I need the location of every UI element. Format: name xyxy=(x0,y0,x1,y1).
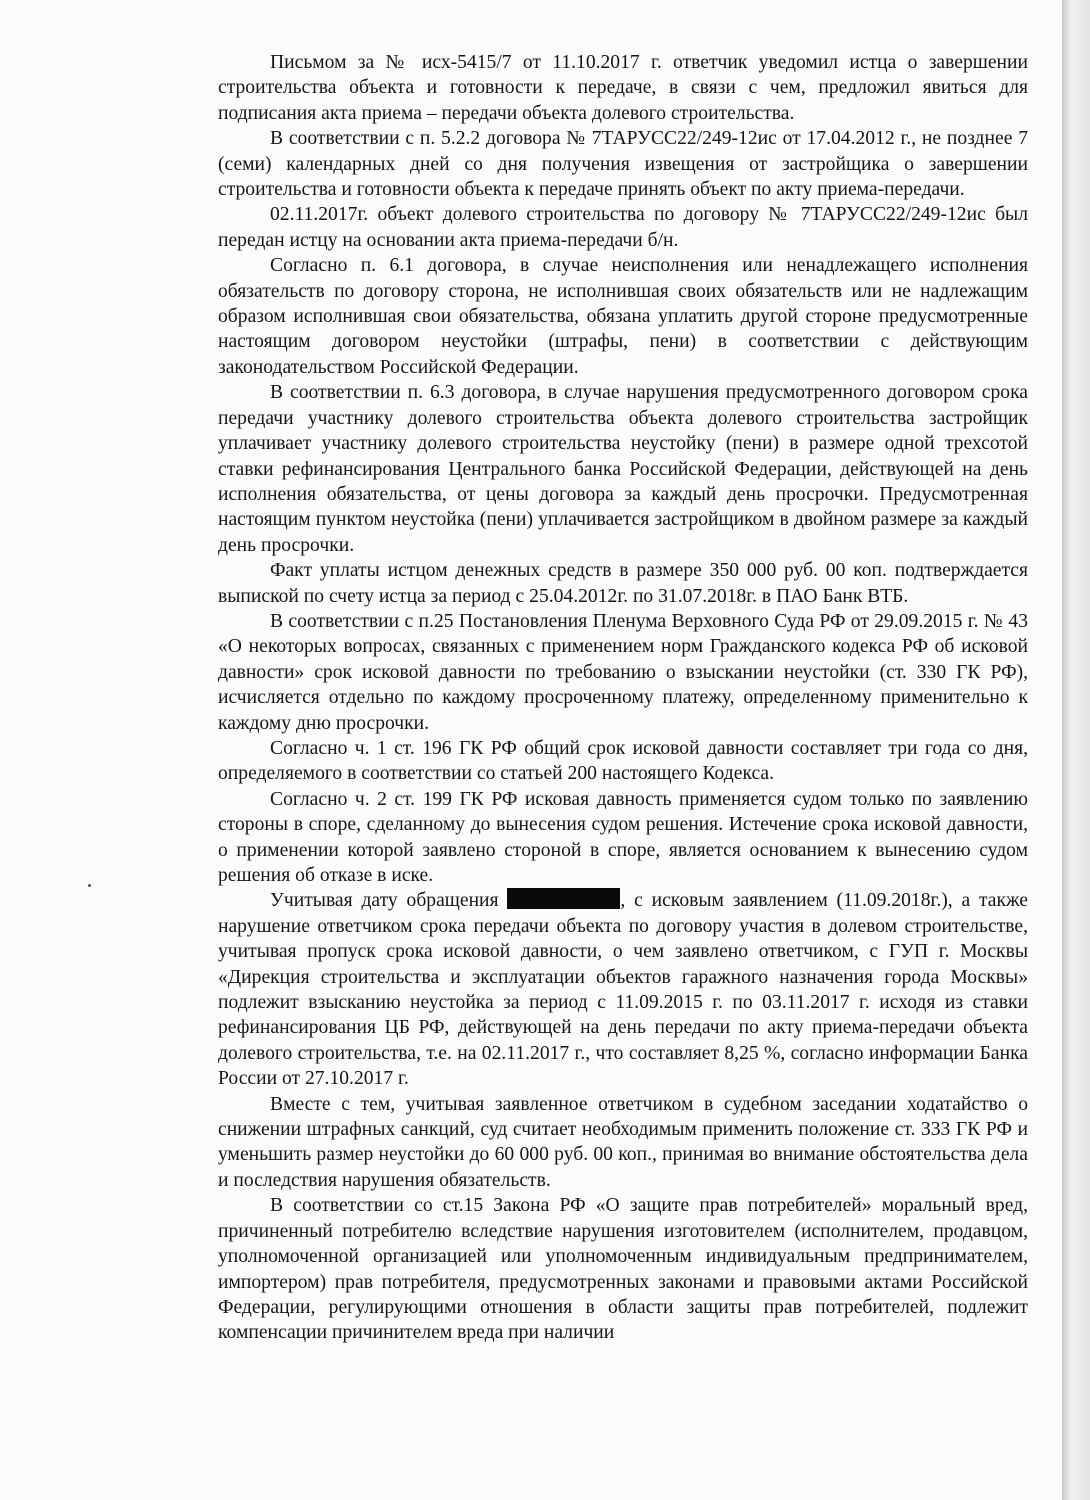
paragraph-payment-fact: Факт уплаты истцом денежных средств в размере 350 000 руб. 00 коп. подтверждается выпиской по счету истца за период с 25.04.2012г. по 31.07.2018г. в ПАО Банк ВТБ. xyxy=(218,560,1028,607)
paragraph-transfer-act: 02.11.2017г. объект долевого строительства по договору № 7ТАРУСС22/249-12ис был передан истцу на основании акта приема-передачи б/н. xyxy=(218,204,1028,251)
scan-speck xyxy=(88,884,91,887)
paragraph-moral-damage: В соответствии со ст.15 Закона РФ «О защите прав потребителей» моральный вред, причиненный потребителю вследствие нарушения изготовителем (исполнителем, продавцом, уполномоченной организацией или уполномоченным индивидуальным предпринимателем, импортером) прав потребителя, предусмотренных законами и правовыми актами Российской Федерации, регулирующими отношения в области защиты прав потребителей, подлежит компенсации причинителем вреда при наличии xyxy=(218,1195,1028,1344)
paragraph-article-196: Согласно ч. 1 ст. 196 ГК РФ общий срок исковой давности составляет три года со дня, определяемого в соответствии со статьей 200 настоящего Кодекса. xyxy=(218,737,1028,785)
paragraph-claim-date xyxy=(218,888,1028,1091)
scan-edge-shadow xyxy=(1062,0,1090,1500)
redacted-name xyxy=(507,888,620,909)
claim-date-text-before: Учитывая дату обращения xyxy=(270,890,499,912)
paragraph-notice-letter: Письмом за № исх-5415/7 от 11.10.2017 г. ответчик уведомил истца о завершении строительства объекта и готовности к передаче, в связи с чем, предложил явиться для подписания акта приема – передачи объекта долевого строительства. xyxy=(218,52,1028,124)
paragraph-article-199: Согласно ч. 2 ст. 199 ГК РФ исковая давность применяется судом только по заявлению стороны в споре, сделанному до вынесения судом решения. Истечение срока исковой давности, о применении которой заявлено стороной в споре, является основанием к вынесению судом решения об отказе в иске. xyxy=(218,788,1028,886)
paragraph-contract-6-3: В соответствии п. 6.3 договора, в случае нарушения предусмотренного договором срока передачи участнику долевого строительства объекта долевого строительства застройщик уплачивает участнику долевого строительства неустойку (пени) в размере одной трехсотой ставки рефинансирования Центрального банка Российской Федерации, действующей на день исполнения обязательства, от цены договора за каждый день просрочки. Предусмотренная настоящим пунктом неустойка (пени) уплачивается застройщиком в двойном размере за каждый день просрочки. xyxy=(218,382,1028,556)
document-body xyxy=(218,50,1028,1346)
paragraph-plenum-ruling: В соответствии с п.25 Постановления Пленума Верховного Суда РФ от 29.09.2015 г. № 43 «О некоторых вопросах, связанных с применением норм Гражданского кодекса РФ об исковой давности» срок исковой давности по требованию о взыскании неустойки (ст. 330 ГК РФ), исчисляется отдельно по каждому просроченному платежу, определенному применительно к каждому дню просрочки. xyxy=(218,610,1028,734)
claim-date-text-after: , с исковым заявлением (11.09.2018г.), а также нарушение ответчиком срока передачи объекта по договору участия в долевом строительстве, учитывая пропуск срока исковой давности, о чем заявлено ответчиком, с ГУП г. Москвы «Дирекция строительства и эксплуатации объектов гаражного назначения города Москвы» подлежит взысканию неустойка за период с 11.09.2015 г. по 03.11.2017 г. исходя из ставки рефинансирования ЦБ РФ, действующей на день передачи по акту приема-передачи объекта долевого строительства, т.е. на 02.11.2017 г., что составляет 8,25 %, согласно информации Банка России от 27.10.2017 г. xyxy=(218,890,1028,1090)
paragraph-article-333: Вместе с тем, учитывая заявленное ответчиком в судебном заседании ходатайство о снижении штрафных санкций, суд считает необходимым применить положение ст. 333 ГК РФ и уменьшить размер неустойки до 60 000 руб. 00 коп., принимая во внимание обстоятельства дела и последствия нарушения обязательств. xyxy=(218,1093,1028,1191)
paragraph-contract-5-2-2: В соответствии с п. 5.2.2 договора № 7ТАРУСС22/249-12ис от 17.04.2012 г., не позднее 7 (семи) календарных дней со дня получения извещения от застройщика о завершении строительства и готовности объекта к передаче принять объект по акту приема-передачи. xyxy=(218,128,1028,201)
paragraph-contract-6-1: Согласно п. 6.1 договора, в случае неисполнения или ненадлежащего исполнения обязательств по договору сторона, не исполнившая своих обязательств или не надлежащим образом исполнившая свои обязательства, обязана уплатить другой стороне предусмотренные настоящим договором неустойки (штрафы, пени) в соответствии с действующим законодательством Российской Федерации. xyxy=(218,255,1028,378)
